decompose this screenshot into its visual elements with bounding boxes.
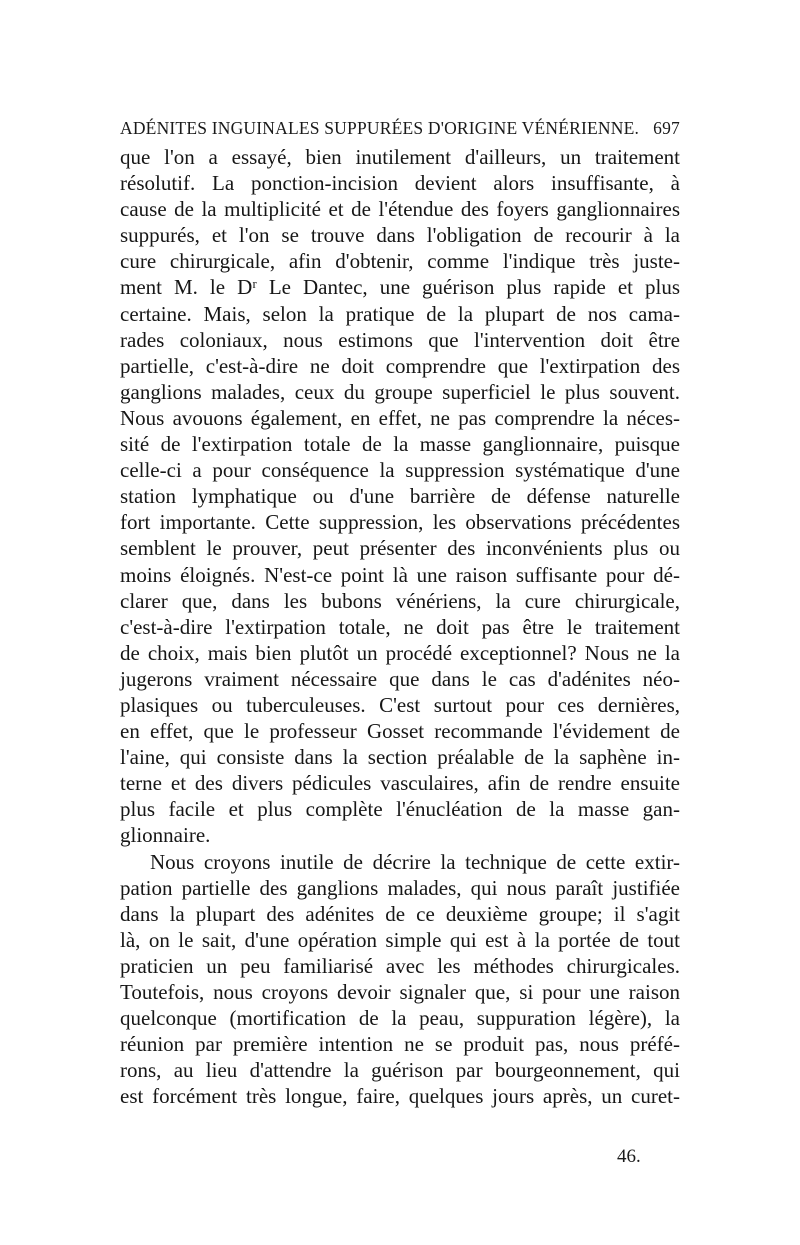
text-line: réunion par première intention ne se produit pas, nous préfé-	[120, 1032, 680, 1057]
running-title: ADÉNITES INGUINALES SUPPURÉES D'ORIGINE VÉNÉRIENNE.	[120, 118, 640, 138]
text-line: semblent le prouver, peut présenter des inconvénients plus ou	[120, 536, 680, 561]
text-line: suppurés, et l'on se trouve dans l'obligation de recourir à la	[120, 223, 680, 248]
text-line: jugerons vraiment nécessaire que dans le cas d'adénites néo-	[120, 666, 680, 691]
text-line: plasiques ou tuberculeuses. C'est surtout pour ces dernières,	[120, 692, 680, 717]
text-line: terne et des divers pédicules vasculaires, afin de rendre ensuite	[120, 771, 680, 796]
page-number: 697	[653, 118, 680, 138]
text-line: rons, au lieu d'attendre la guérison par bourgeonnement, qui	[120, 1058, 680, 1083]
text-line: certaine. Mais, selon la pratique de la plupart de nos cama-	[120, 301, 680, 326]
text-line: moins éloignés. N'est-ce point là une raison suffisante pour dé-	[120, 562, 680, 587]
text-line: station lymphatique ou d'une barrière de défense naturelle	[120, 484, 680, 509]
text-line: praticien un peu familiarisé avec les méthodes chirurgicales.	[120, 953, 680, 978]
text-line: résolutif. La ponction-incision devient alors insuffisante, à	[120, 171, 680, 196]
text-line: Nous avouons également, en effet, ne pas comprendre la néces-	[120, 405, 680, 430]
body-text	[120, 144, 680, 1109]
text-line: cause de la multiplicité et de l'étendue des foyers ganglionnaires	[120, 197, 680, 222]
text-line: que l'on a essayé, bien inutilement d'ailleurs, un traitement	[120, 145, 680, 169]
text-line: Toutefois, nous croyons devoir signaler que, si pour une raison	[120, 980, 680, 1004]
text-line: l'aine, qui consiste dans la section préalable de la saphène in-	[120, 745, 680, 770]
text-line: fort importante. Cette suppression, les observations précédentes	[120, 510, 680, 535]
text-line: cure chirurgicale, afin d'obtenir, comme l'indique très juste-	[120, 249, 680, 274]
running-head	[120, 118, 680, 142]
text-line: c'est-à-dire l'extirpation totale, ne doit pas être le traitement	[120, 614, 680, 639]
text-line: glionnaire.	[120, 823, 211, 848]
text-line: plus facile et plus complète l'énucléation de la masse gan-	[120, 797, 680, 822]
text-line: sité de l'extirpation totale de la masse ganglionnaire, puisque	[120, 432, 680, 457]
text-line: quelconque (mortification de la peau, suppuration légère), la	[120, 1006, 680, 1031]
text-line: là, on le sait, d'une opération simple qui est à la portée de tout	[120, 927, 680, 952]
text-line: en effet, que le professeur Gosset recommande l'évidement de	[120, 719, 680, 744]
signature-mark: 46.	[617, 1146, 641, 1167]
text-line: partielle, c'est-à-dire ne doit comprendre que l'extirpation des	[120, 353, 680, 378]
text-line: Nous croyons inutile de décrire la technique de cette extir-	[150, 849, 680, 874]
text-line: rades coloniaux, nous estimons que l'intervention doit être	[120, 327, 680, 352]
text-line: dans la plupart des adénites de ce deuxième groupe; il s'agit	[120, 901, 680, 926]
text-line: de choix, mais bien plutôt un procédé exceptionnel? Nous ne la	[120, 640, 680, 665]
text-line: est forcément très longue, faire, quelques jours après, un curet-	[120, 1084, 680, 1109]
text-line: celle-ci a pour conséquence la suppression systématique d'une	[120, 458, 680, 483]
text-line: ganglions malades, ceux du groupe superficiel le plus souvent.	[120, 379, 680, 404]
text-line: ment M. le Dʳ Le Dantec, une guérison plus rapide et plus	[120, 275, 680, 300]
text-line: pation partielle des ganglions malades, qui nous paraît justifiée	[120, 875, 680, 900]
text-line: clarer que, dans les bubons vénériens, la cure chirurgicale,	[120, 588, 680, 613]
